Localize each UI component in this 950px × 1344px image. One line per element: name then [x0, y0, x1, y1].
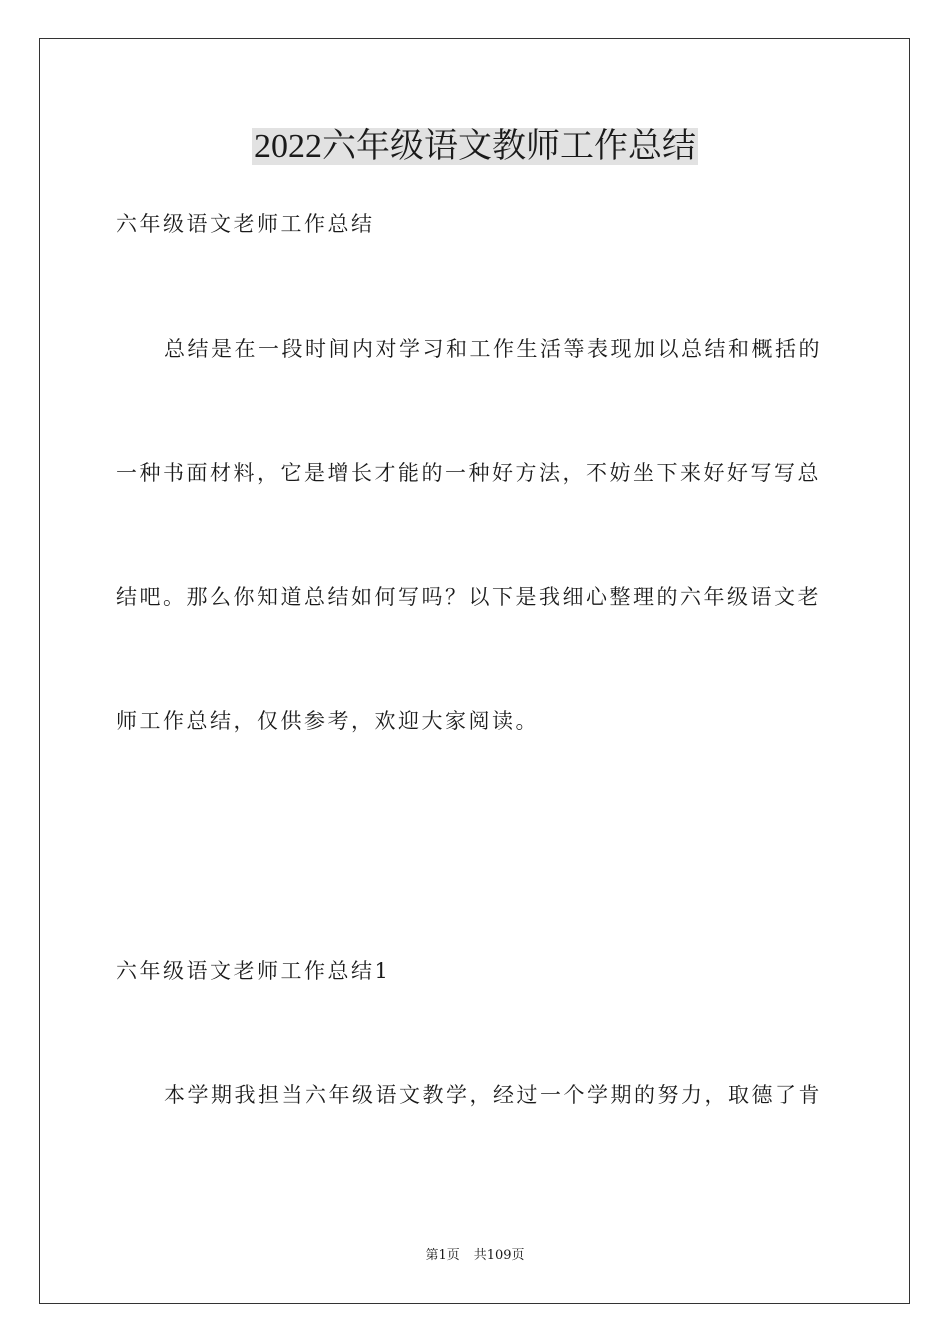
- section-heading: 六年级语文老师工作总结1: [116, 959, 391, 983]
- document-title-text: 2022六年级语文教师工作总结: [254, 128, 696, 165]
- page-footer: [0, 1246, 950, 1266]
- page-total: 共109页: [473, 1248, 525, 1263]
- paragraph-line: 师工作总结，仅供参考，欢迎大家阅读。: [116, 709, 539, 733]
- paragraph-line: 结吧。那么你知道总结如何写吗？以下是我细心整理的六年级语文老: [116, 585, 821, 609]
- document-title: [0, 124, 950, 170]
- paragraph-line: 一种书面材料，它是增长才能的一种好方法，不妨坐下来好好写写总: [116, 461, 821, 485]
- paragraph-line: 总结是在一段时间内对学习和工作生活等表现加以总结和概括的: [164, 337, 822, 361]
- page-number: 第1页: [425, 1248, 460, 1263]
- subtitle-line: 六年级语文老师工作总结: [116, 212, 375, 236]
- paragraph-line: 本学期我担当六年级语文教学，经过一个学期的努力，取德了肯: [164, 1083, 822, 1107]
